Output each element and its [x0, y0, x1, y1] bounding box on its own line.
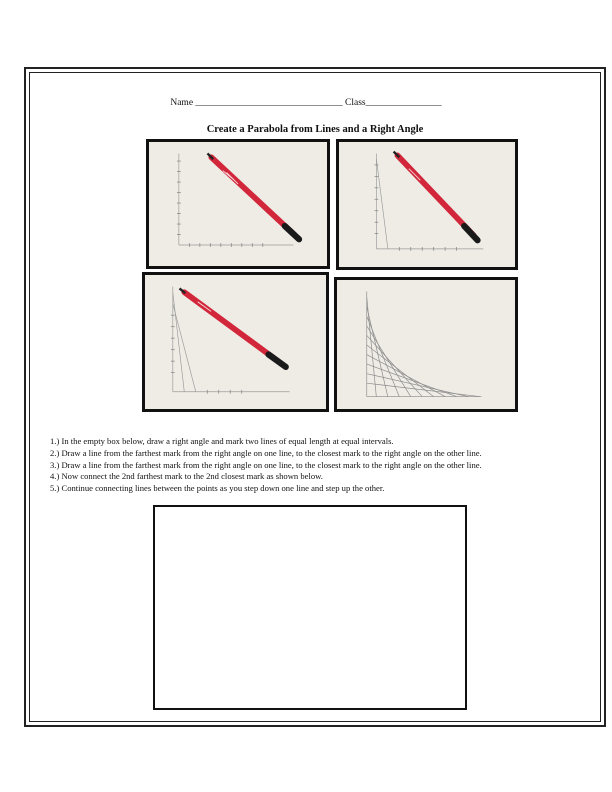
worksheet-title: Create a Parabola from Lines and a Right Angle: [206, 124, 424, 135]
instructions-list: [50, 436, 605, 495]
instruction-step-4: 4.) Now connect the 2nd farthest mark to the 2nd closest mark as shown below.: [50, 471, 323, 482]
photo-step-4: [334, 277, 518, 412]
drawing-answer-box[interactable]: [153, 505, 467, 710]
photo-step-1: [146, 139, 330, 269]
photo-step-3: [142, 272, 329, 412]
pencil-icon: [180, 288, 286, 366]
pencil-icon: [394, 152, 478, 241]
pencil-icon: [207, 153, 299, 239]
instruction-step-1: 1.) In the empty box below, draw a right angle and mark two lines of equal length at equal intervals.: [50, 436, 394, 446]
photo-step-2: [336, 139, 518, 270]
instruction-step-3: 3.) Draw a line from the farthest mark from the right angle on one line, to the closest mark to the right angle on the other line.: [50, 459, 482, 470]
instruction-step-5: 5.) Continue connecting lines between the points as you step down one line and step up the other.: [50, 483, 385, 494]
instruction-step-2: 2.) Draw a line from the farthest mark from the right angle on one line, to the closest mark to the right angle on the other line.: [50, 447, 482, 458]
name-class-line: Name _______________________________ Class________________: [170, 98, 442, 108]
